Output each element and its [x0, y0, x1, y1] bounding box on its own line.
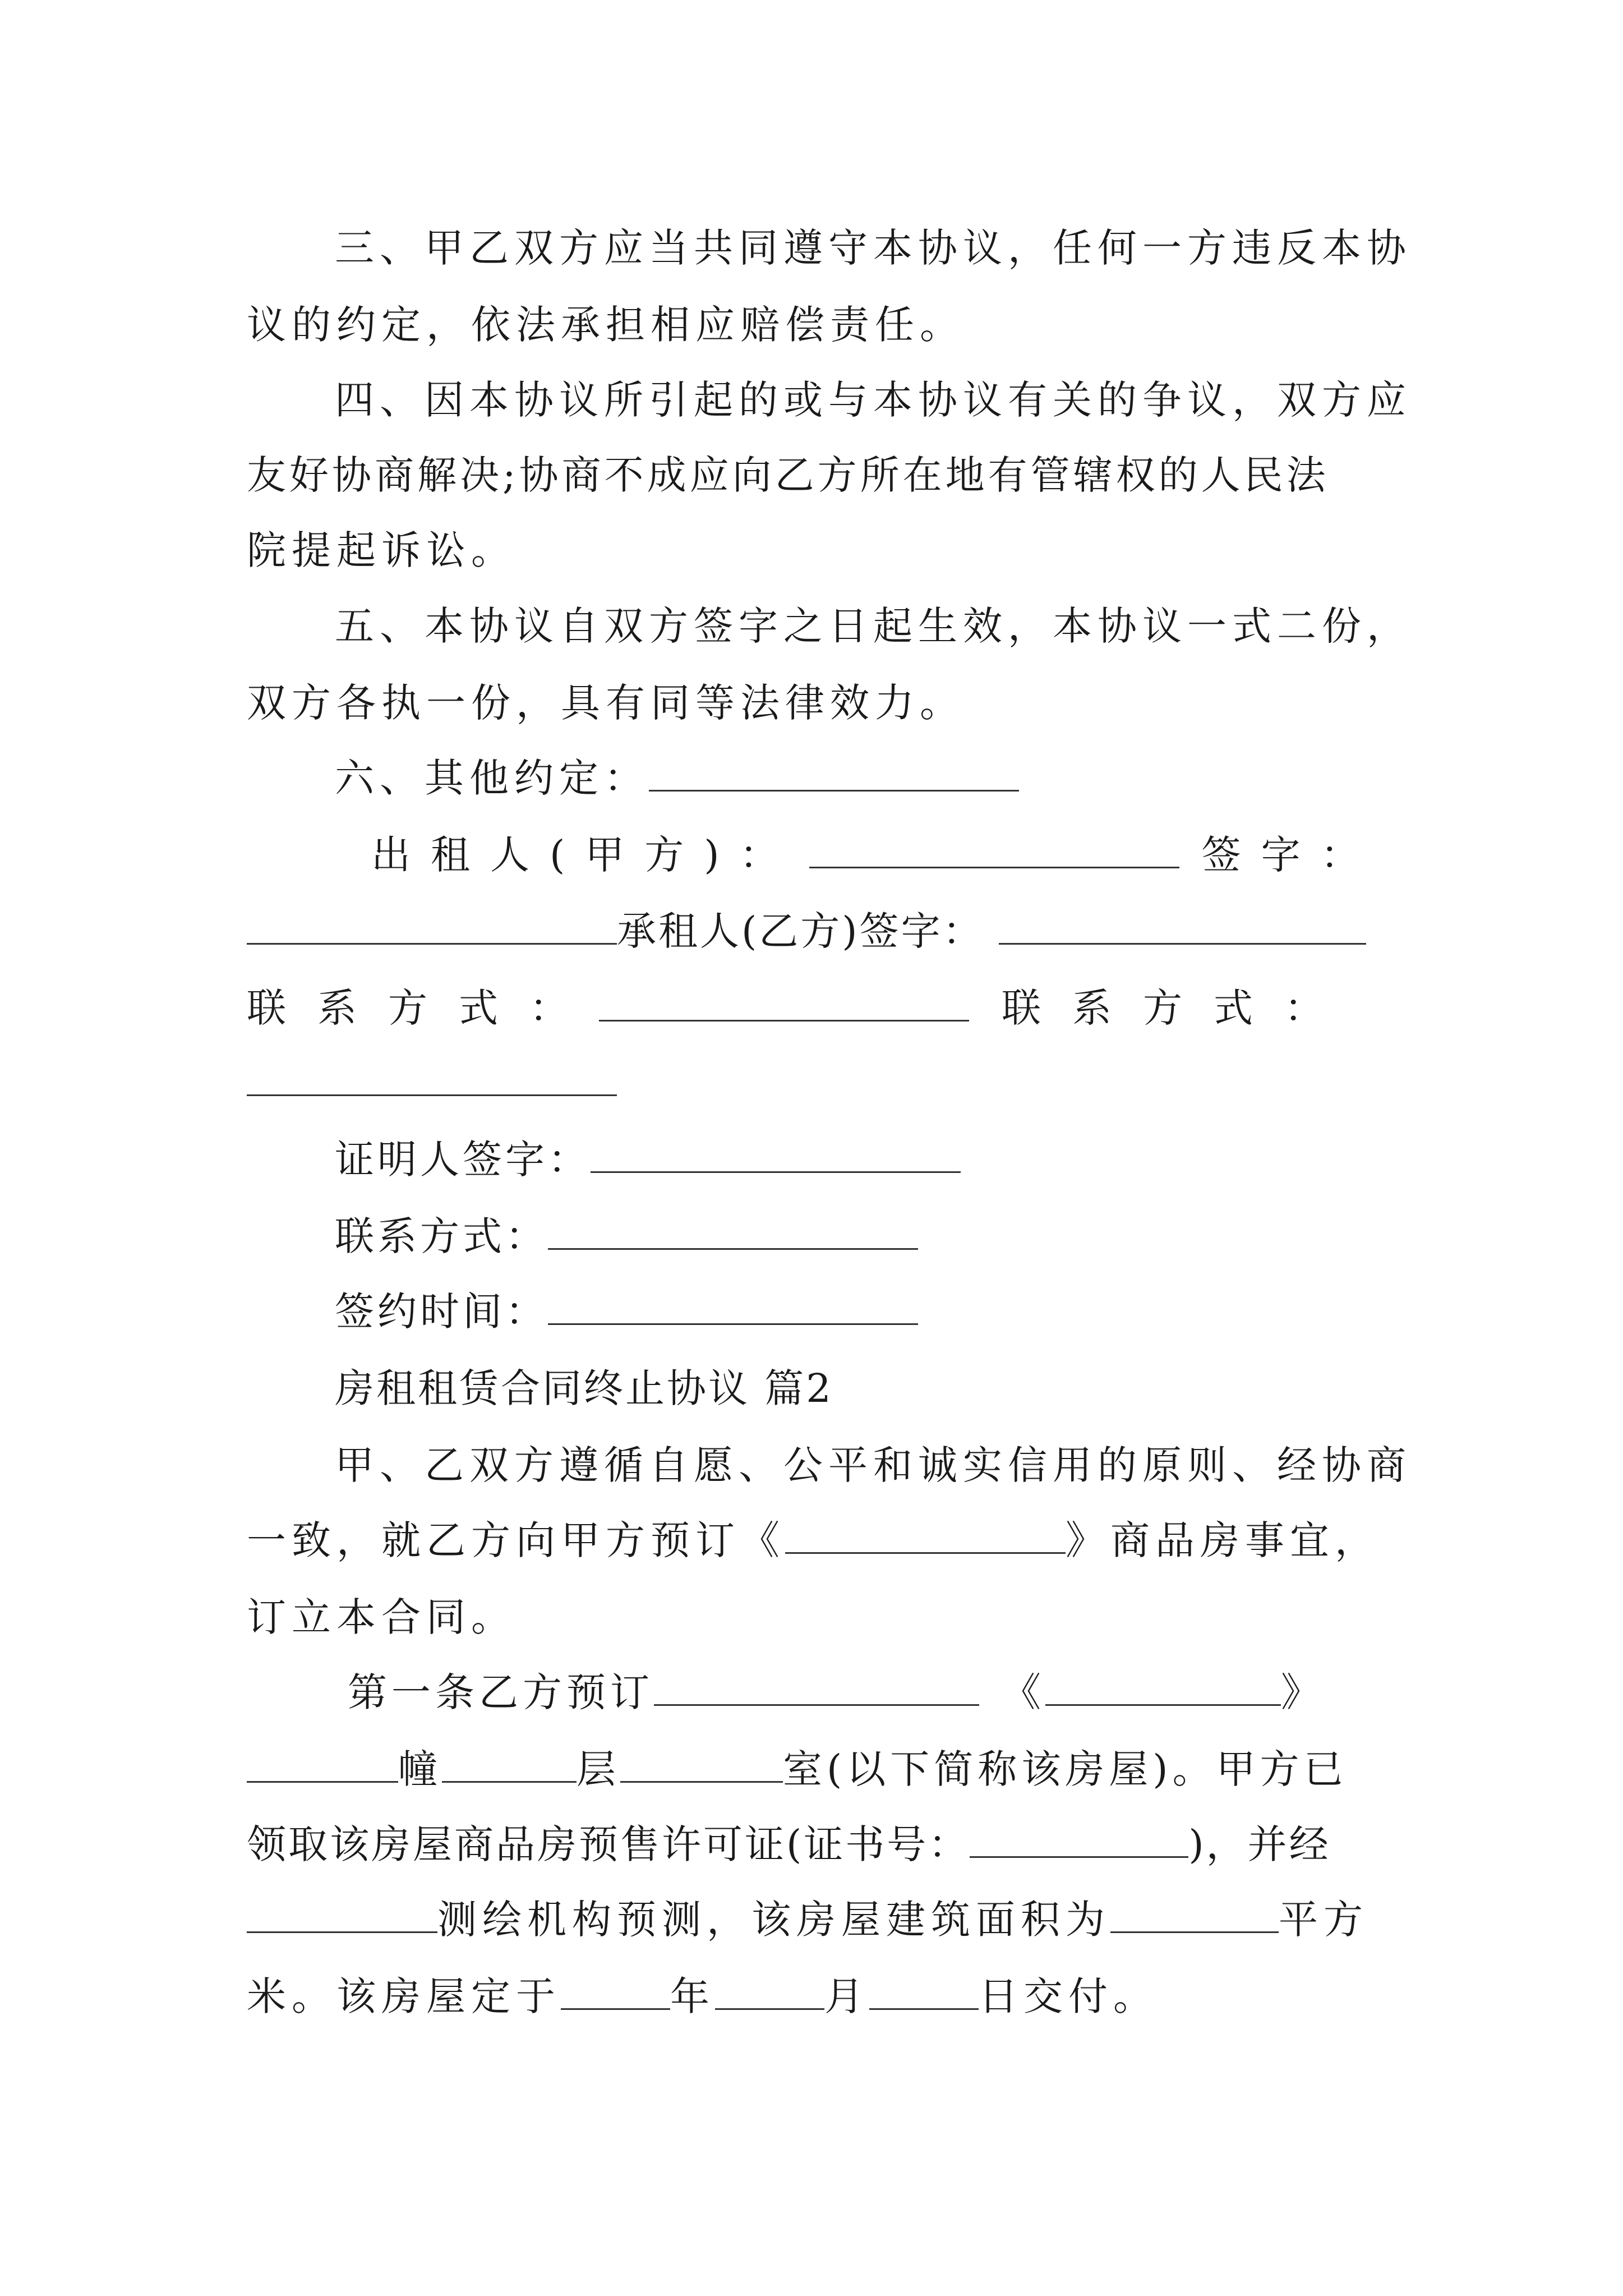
clause-3-line-2: 议的约定，依法承担相应赔偿责任。 [247, 302, 965, 348]
area-blank[interactable] [1110, 1894, 1279, 1933]
year-blank[interactable] [561, 1971, 670, 2010]
article-1-label: 第一条乙方预订 [348, 1669, 654, 1715]
clause-5-line-2: 双方各执一份，具有同等法律效力。 [247, 680, 965, 726]
sign-time-label: 签约时间： [335, 1289, 548, 1335]
room-description: 室(以下简称该房屋)。甲方已 [783, 1746, 1348, 1792]
area-unit: 平方 [1279, 1897, 1368, 1943]
property-name-blank[interactable] [785, 1515, 1066, 1554]
clause-6-other-terms [335, 750, 1019, 806]
article-1-open-quote: 《 [1002, 1669, 1045, 1715]
preorder-prefix: 一致，就乙方向甲方预订《 [247, 1517, 785, 1563]
article-1-line-4 [247, 1892, 1368, 1948]
day-label: 日交付。 [979, 1973, 1158, 2019]
lessor-label: 出租人(甲方)： [371, 832, 799, 878]
witness-contact-line [335, 1208, 918, 1264]
section-2-p1-line-1: 甲、乙双方遵循自愿、公平和诚实信用的原则、经协商 [335, 1442, 1412, 1488]
witness-sign-label: 证明人签字： [335, 1137, 591, 1182]
year-label: 年 [670, 1973, 715, 2019]
survey-agency-blank[interactable] [247, 1894, 437, 1933]
month-label: 月 [824, 1973, 869, 2019]
sign-time-line [335, 1283, 918, 1340]
lessor-name-blank[interactable] [809, 830, 1179, 868]
floor-label: 层 [577, 1746, 620, 1792]
lessee-contact-blank[interactable] [247, 1057, 617, 1096]
permit-suffix: )，并经 [1188, 1821, 1331, 1867]
month-blank[interactable] [715, 1971, 824, 2010]
section-2-title: 房租租赁合同终止协议 篇2 [335, 1365, 833, 1411]
clause-6-label: 六、其他约定： [335, 755, 649, 801]
lessee-sign-blank[interactable] [999, 906, 1366, 945]
building-label: 幢 [398, 1746, 442, 1792]
lessee-sign-label: 承租人(乙方)签字： [617, 908, 984, 954]
article-1-line-5 [247, 1968, 1158, 2024]
witness-contact-blank[interactable] [548, 1211, 918, 1250]
other-terms-blank[interactable] [649, 753, 1019, 792]
contact-line [247, 980, 1355, 1036]
clause-4-line-1: 四、因本协议所引起的或与本协议有关的争议，双方应 [335, 377, 1412, 423]
article-1-blank-1[interactable] [654, 1667, 979, 1706]
witness-sign-line [335, 1131, 961, 1188]
lessee-contact-label: 联系方式： [1002, 985, 1355, 1031]
lessor-sign-blank[interactable] [247, 906, 617, 945]
article-1-blank-2[interactable] [1045, 1667, 1281, 1706]
article-1-line-2 [247, 1741, 1348, 1797]
area-label: 测绘机构预测，该房屋建筑面积为 [437, 1897, 1110, 1943]
lessor-contact-label: 联系方式： [247, 985, 600, 1031]
section-2-p1-line-2 [247, 1512, 1380, 1568]
clause-5-line-1: 五、本协议自双方签字之日起生效，本协议一式二份， [335, 603, 1412, 649]
lessor-contact-blank[interactable] [599, 983, 969, 1022]
lessor-line [371, 827, 1380, 883]
section-2-p1-line-3: 订立本合同。 [247, 1594, 516, 1640]
lessor-sign-label: 签字： [1201, 832, 1380, 878]
lessee-line [247, 903, 1366, 959]
building-blank[interactable] [247, 1744, 398, 1783]
witness-contact-label: 联系方式： [335, 1213, 548, 1259]
floor-blank[interactable] [442, 1744, 577, 1783]
article-1-close-quote: 》 [1281, 1669, 1325, 1715]
lessee-contact-line [247, 1055, 617, 1111]
day-blank[interactable] [869, 1971, 979, 2010]
permit-number-blank[interactable] [970, 1819, 1188, 1858]
sign-time-blank[interactable] [548, 1286, 918, 1325]
article-1-line-1 [348, 1664, 1325, 1720]
article-1-line-3 [247, 1816, 1331, 1872]
delivery-label: 米。该房屋定于 [247, 1973, 561, 2019]
clause-4-line-2: 友好协商解决;协商不成应向乙方所在地有管辖权的人民法 [247, 452, 1329, 498]
clause-3-line-1: 三、甲乙双方应当共同遵守本协议，任何一方违反本协 [335, 225, 1412, 271]
witness-sign-blank[interactable] [591, 1134, 961, 1173]
preorder-suffix: 》商品房事宜， [1066, 1517, 1380, 1563]
clause-4-line-3: 院提起诉讼。 [247, 527, 516, 573]
permit-label: 领取该房屋商品房预售许可证(证书号： [247, 1821, 970, 1867]
room-blank[interactable] [620, 1744, 783, 1783]
